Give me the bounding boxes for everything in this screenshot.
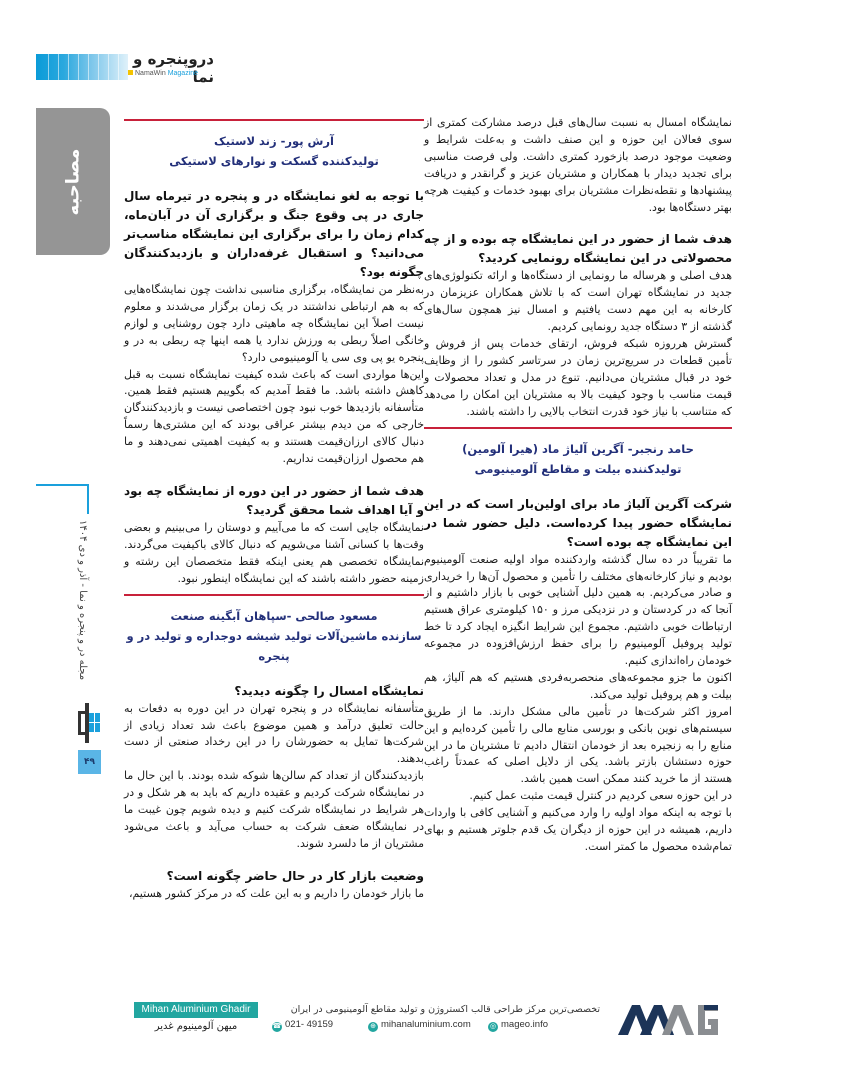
question: شرکت آگرین آلیاژ ماد برای اولین‌بار است که در این نمایشگاه حضور پیدا کرده‌است. دلیل حضور شما در این نمایشگاه چه بوده است؟ [424,496,732,549]
brand-name-fa: میهن آلومینیوم غدیر [154,1021,238,1032]
question: نمایشگاه امسال را چگونه دیدید؟ [234,683,424,698]
section-divider [124,594,424,596]
page-number: ۴۹ [78,750,101,774]
globe-icon: ⊕ [368,1022,378,1032]
interviewee-heading [124,131,424,171]
instagram-icon: ◎ [489,1023,497,1030]
paragraph: هدف اصلی و هرساله ما رونمایی از دستگاه‌ها و ارائه تکنولوژی‌های جدید در نمایشگاه تهران است که با تلاش همکاران عزیزمان در کارخانه به این مهم دست یافتیم و امسال نیز همچون سال‌های گذشته از ۳ دستگاه جدید رونمایی کردیم. [424,269,732,334]
question: هدف شما از حضور در این نمایشگاه چه بوده و از چه محصولاتی در این نمایشگاه رونمایی کردید؟ [424,232,732,266]
mag-logo-icon [618,1001,718,1035]
sidebar-rule-vertical [87,484,89,514]
question: با توجه به لغو نمایشگاه در و پنجره در تیرماه سال جاری در پی وقوع جنگ و برگزاری آن در آبان‌ماه، کدام زمان را برای برگزاری این نمایشگاه مناسب‌تر می‌دانید؟ و استقبال غرفه‌داران و بازدیدکنندگان چگونه بود؟ [124,189,424,279]
section-divider [424,427,732,429]
interviewee-name: مسعود صالحی -سپاهان آبگینه صنعت [170,608,378,623]
interviewee-name: حامد رنجبر- آگرین آلیاژ ماد (هیرا آلومین) [462,441,694,456]
interviewee-role: تولیدکننده بیلت و مقاطع آلومینیومی [474,461,682,476]
left-column [124,115,424,903]
footer-tagline: تخصصی‌ترین مرکز طراحی قالب اکستروژن و تولید مقاطع آلومینیومی در ایران [290,1004,600,1015]
paragraph: این‌ها مواردی است که باعث شده کیفیت نمایشگاه نسبت به قبل کاهش داشته باشد. ما فقط آمدیم که بگوییم هستیم فقط همین. متأسفانه بازدیدها خوب نبود چون اختصاصی نیست و بازدیدکنندگان خارجی که من دیدم بیشتر عراقی بودند که این مشتری‌ها رسماً دنبال کالای ارزان‌قیمت هستند و به کیفیت اهمیتی نمی‌دهند و ما هم محصول ارزان‌قیمت نداریم. [124,367,424,466]
interviewee-heading [124,606,424,666]
interviewee-name: آرش پور- زند لاستیک [214,134,334,148]
paragraph: بازدیدکنندگان از تعداد کم سالن‌ها شوکه شده بودند. با این حال ما در نمایشگاه شرکت کردیم و عقیده داریم که باید به هر شکل و در هر شرایط در نمایشگاه شرکت کنیم و دیده شویم چون غیبت ما در نمایشگاه ضعف شرکت به حساب می‌آید و باعث می‌شود مشتریان از ما دلسرد شوند. [124,769,424,850]
magazine-logo-bar [36,54,128,80]
right-column [424,115,732,856]
section-tab [36,108,110,255]
magazine-logo-title: دروپنجره و نما [133,50,214,86]
paragraph: امروز اکثر شرکت‌ها در تأمین مالی مشکل دارند. ما از طریق سیستم‌های نوین بانکی و بورسی منابع مالی را تأمین کرده‌ایم و این منابع را به زنجیره بعد از خودمان انتقال دادیم تا مشتریان ما در این حوزه دستشان بازتر باشد. یکی از دلایل اصلی که عمدتاً راغب هستند از ما خرید کنند ممکن است همین باشد. [424,704,732,786]
section-label: مصاحبه [62,148,84,215]
interviewee-role: سازنده ماشین‌آلات تولید شیشه دوجداره و تولید در و پنجره [126,628,422,663]
interviewee-heading [424,439,732,479]
paragraph: با توجه به اینکه مواد اولیه را وارد می‌کنیم و آشنایی کافی با واردات داریم، همیشه در این حوزه از دیگران یک قدم جلوتر هستیم و بهای تمام‌شده محصول ما کمتر است. [424,806,732,853]
paragraph: گسترش هرروزه شبکه فروش، ارتقای خدمات پس از فروش و تأمین قطعات در سریع‌ترین زمان در سرتاسر کشور را از وظایف خود در قبال مشتریان می‌دانیم. تنوع در مدل و تعداد محصولات و قیمت مناسب با وجود کیفیت بالا به مشتریان این امکان را می‌دهد که متناسب با نیاز خود قدرت انتخاب بالایی را داشته باشند. [424,337,732,418]
phone-icon: ☎ [272,1023,282,1030]
section-divider [124,119,424,121]
brand-name-en: Mihan Aluminium Ghadir [134,1002,258,1018]
magazine-logo-subtitle: NamaWin Magazine [128,70,198,77]
website-mag[interactable]: ◎ mageo.info [489,1019,549,1030]
website-mihan[interactable]: ⊕ mihanaluminium.com [368,1019,471,1032]
paragraph: متأسفانه نمایشگاه در و پنجره تهران در این دوره به دفعات به حالت تعلیق درآمد و همین موضوع باعث شد تعداد زیادی از شرکت‌ها تمایل به حضورشان را در این رخداد صنعتی از دست بدهند. [124,701,424,766]
logo-square-icon [128,70,133,75]
paragraph: نمایشگاه جایی است که ما می‌آییم و دوستان را می‌بینیم و بعضی وقت‌ها با کسانی آشنا می‌شویم که دنبال کالای باکیفیت می‌گردند. نمایشگاه تخصصی هم یعنی اینکه فقط متخصصان این رشته و زمینه حضور داشته باشند که این نمایشگاه اینطور نبود. [124,520,424,585]
sidebar-rule [36,484,89,486]
paragraph: ما بازار خودمان را داریم و به این علت که در مرکز کشور هستیم، [128,886,424,900]
paragraph: به‌نظر من نمایشگاه، برگزاری مناسبی نداشت چون نمایشگاه‌هایی که به هم ارتباطی نداشتند در یک زمان برگزار می‌شدند و معلوم نیست اصلاً این نمایشگاه چه ماهیتی دارد چون روشنایی و لوازم خانگی اصلاً ربطی به ورزش ندارد یا همه اینها چه ربطی به در و پنجره یو پی وی سی یا آلومینیومی دارد؟ [124,283,424,364]
paragraph: نمایشگاه امسال به نسبت سال‌های قبل درصد مشارکت کمتری از سوی فعالان این حوزه و این صنف داشت و به‌علت شرایط و وضعیت موجود درصد بازخورد کمتری داشت. ولی فرصت مناسبی برای تجدید دیدار با همکاران و مشتریان عزیز و گرانقدر و دریافت پیشنهادها و نقطه‌نظرات مشتریان برای بهبود خدمات و کیفیت هرچه بهتر دستگاه‌ها بود. [424,116,732,214]
interviewee-role: تولیدکننده گسکت و نوارهای لاستیکی [169,154,379,168]
paragraph: در این حوزه سعی کردیم در کنترل قیمت مثبت عمل کنیم. [469,789,732,803]
phone-number: ☎ 021- 49159 [272,1019,334,1030]
window-frame-icon [77,703,101,743]
paragraph: اکنون ما جزو مجموعه‌های منحصربه‌فردی هستیم که هم آلیاژ، هم بیلت و هم پروفیل تولید می‌کند. [424,670,732,701]
paragraph: ما تقریباً در ده سال گذشته واردکننده مواد اولیه صنعت آلومینیوم بودیم و نیاز کارخانه‌های مختلف را تأمین و محصول آن‌ها را خریداری و صادر می‌کردیم. به همین دلیل آشنایی خوبی با بازار داشتیم و از آنجا که در کردستان و در نزدیکی مرز و ۱۵۰ کیلومتری عراق هستیم ارتباطات خوبی داشتیم. مجموع این شرایط انگیزه ایجاد کرد تا خط تولید پروفیل آلومینیوم را برای حفظ ارزش‌افزوده در مجموعه خودمان راه‌اندازی کنیم. [424,552,732,668]
question: وضعیت بازار کار در حال حاضر چگونه است؟ [166,868,424,883]
question: هدف شما از حضور در این دوره از نمایشگاه چه بود و آیا اهداف شما محقق گردید؟ [124,483,424,517]
